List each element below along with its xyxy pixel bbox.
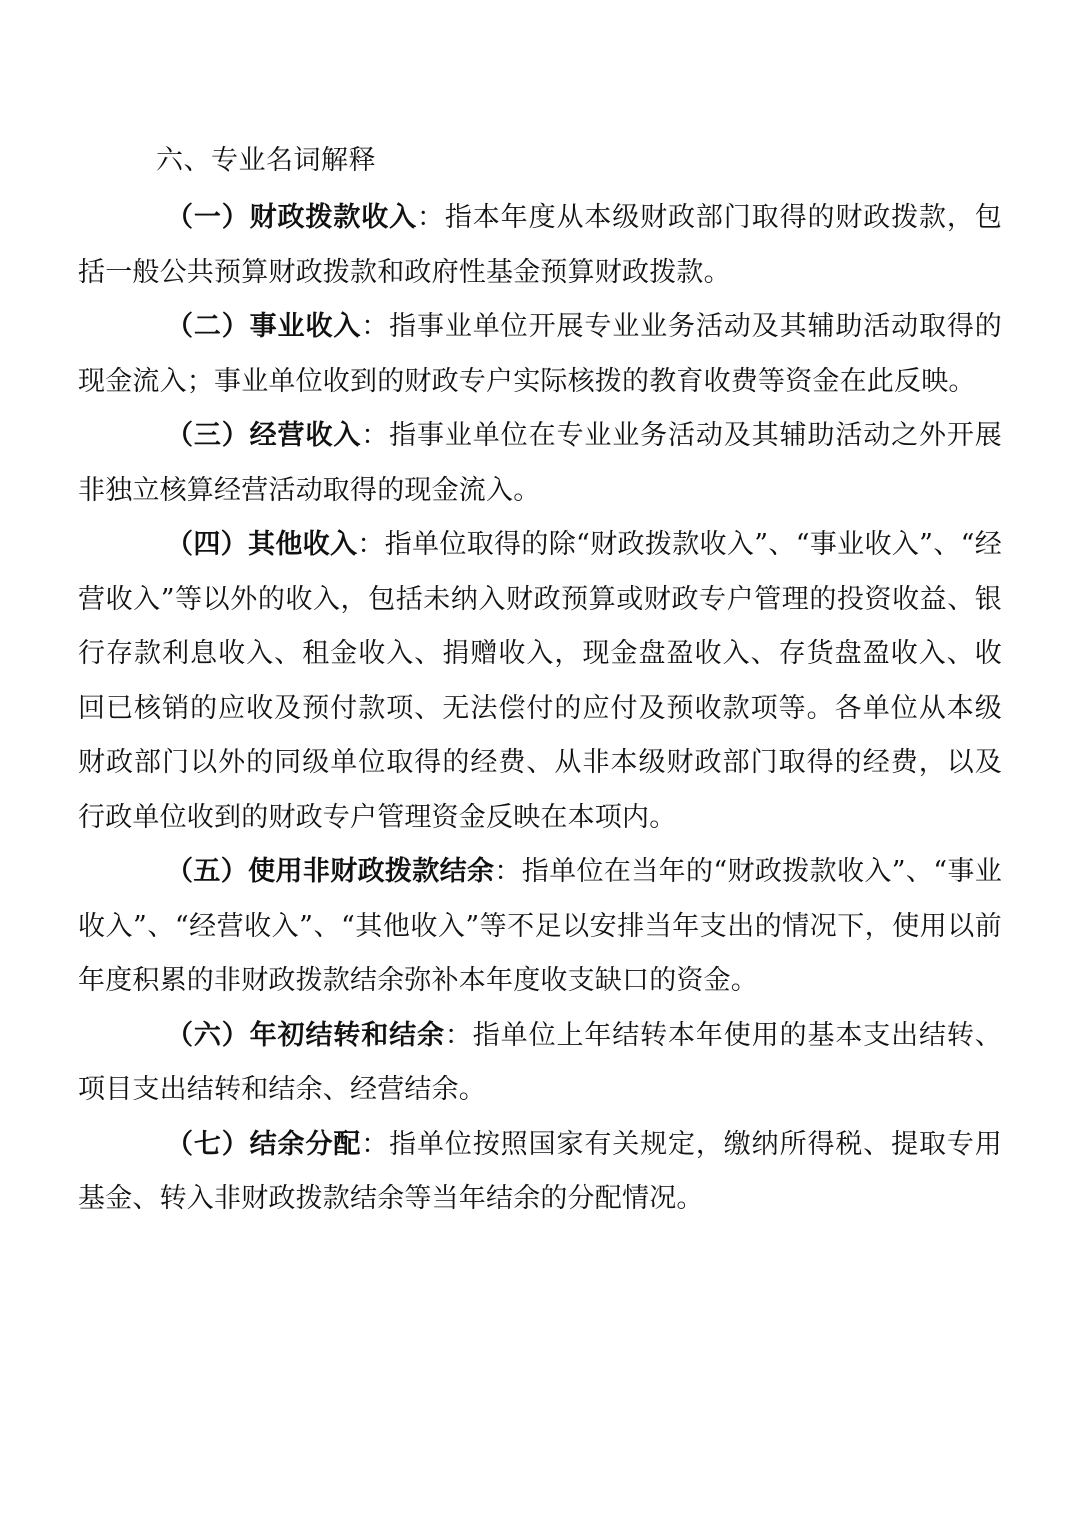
- definition-paragraph: [78, 1009, 1002, 1118]
- definition-term: （七）结余分配: [166, 1128, 362, 1160]
- definition-body: ：指本年度从本级财政部门取得的财政拨款，包括一般公共预算财政拨款和政府性基金预算财政拨款。: [78, 202, 1002, 288]
- definition-paragraph: [78, 409, 1002, 518]
- definition-body: ：指事业单位在专业业务活动及其辅助活动之外开展非独立核算经营活动取得的现金流入。: [78, 420, 1002, 506]
- definition-body: ：指单位按照国家有关规定，缴纳所得税、提取专用基金、转入非财政拨款结余等当年结余的分配情况。: [78, 1128, 1002, 1214]
- definition-body: ：指单位上年结转本年使用的基本支出结转、项目支出结转和结余、经营结余。: [78, 1019, 1003, 1105]
- definition-paragraph: [78, 300, 1002, 409]
- document-page: [78, 138, 1002, 1227]
- definition-body: ：指事业单位开展专业业务活动及其辅助活动取得的现金流入；事业单位收到的财政专户实际核拨的教育收费等资金在此反映。: [78, 311, 1002, 397]
- definition-body: ：指单位取得的除“财政拨款收入”、“事业收入”、“经营收入”等以外的收入，包括未纳入财政预算或财政专户管理的投资收益、银行存款利息收入、租金收入、捐赠收入，现金盘盈收入、存货盘盈收入、收回已核销的应收及预付款项、无法偿付的应付及预收款项等。各单位从本级财政部门以外的同级单位取得的经费、从非本级财政部门取得的经费，以及行政单位收到的财政专户管理资金反映在本项内。: [78, 529, 1002, 833]
- section-title: 六、专业名词解释: [156, 145, 376, 176]
- definition-body: ：指单位在当年的“财政拨款收入”、“事业收入”、“经营收入”、“其他收入”等不足以安排当年支出的情况下，使用以前年度积累的非财政拨款结余弥补本年度收支缺口的资金。: [78, 856, 1002, 996]
- definition-paragraph: [78, 191, 1002, 300]
- definition-term: （一）财政拨款收入: [166, 202, 418, 233]
- definition-term: （四）其他收入: [166, 529, 358, 560]
- definition-term: （六）年初结转和结余: [166, 1019, 445, 1051]
- definition-term: （五）使用非财政拨款结余: [166, 856, 495, 887]
- definition-term: （二）事业收入: [166, 311, 362, 342]
- definition-paragraph: [78, 845, 1002, 1009]
- definition-paragraph: [78, 1118, 1002, 1227]
- definition-term: （三）经营收入: [166, 420, 362, 451]
- definition-paragraph: [78, 518, 1002, 845]
